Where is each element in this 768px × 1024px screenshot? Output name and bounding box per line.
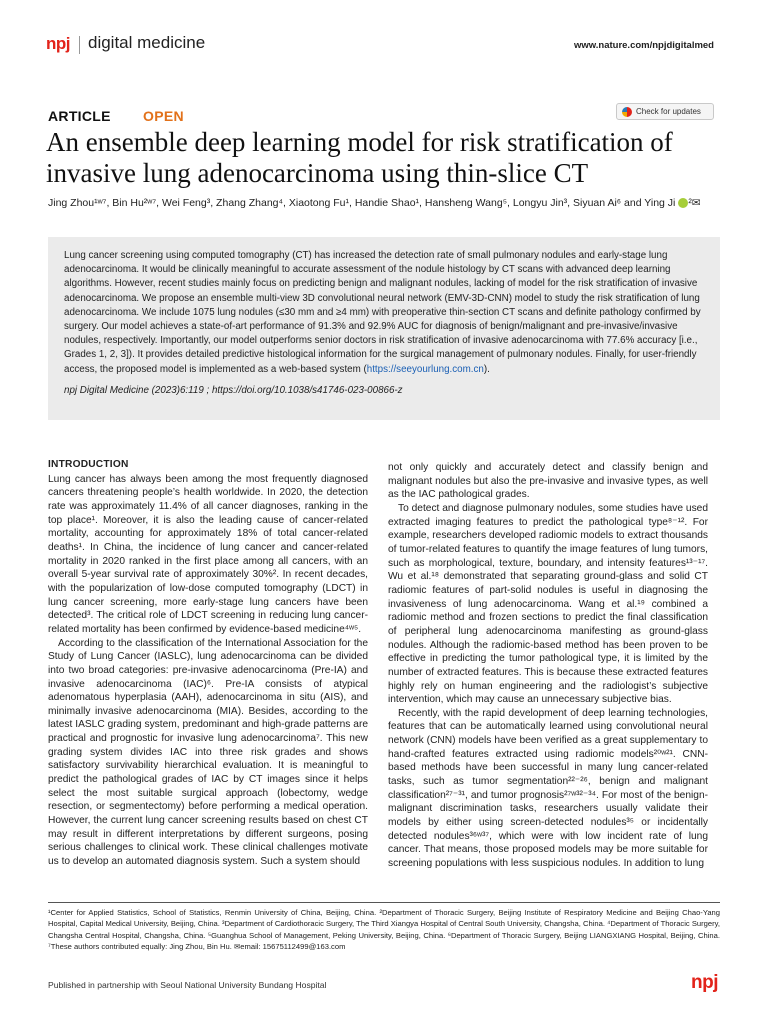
npj-logo: npj (46, 34, 70, 53)
orcid-icon[interactable] (678, 198, 688, 208)
header-divider (79, 36, 80, 54)
abstract-end: ). (483, 363, 490, 375)
npj-footer-logo: npj (691, 972, 718, 993)
crossmark-icon (622, 107, 632, 117)
journal-name: digital medicine (88, 33, 206, 52)
intro-paragraph-3: not only quickly and accurately detect and classify benign and malignant nodules but also the pre-invasive and invasive types, as well as the IAC pathological grades. (388, 462, 708, 501)
web-system-link[interactable]: https://seeyourlung.com.cn (366, 363, 484, 375)
author-list (48, 195, 720, 211)
journal-url-link[interactable]: www.nature.com/npjdigitalmed (573, 40, 714, 51)
partnership-text: Published in partnership with Seoul National University Bundang Hospital (48, 980, 327, 990)
intro-paragraph-2: According to the classification of the International Association for the Study of Lung Cancer (IASLC), lung adenocarcinoma can be divided into two broad categories: pre-invasive adenocarcinoma (Pre-IA) and invasive adenocarcinoma (IAC)⁶. Pre-IA consists of atypical adenomatous hyperplasia (AAH), adenocarcinoma in situ (AIS), and minimally invasive adenocarcinoma (MIA). Besides, according to the latest IASLC grading system, predominant and high-grade patterns are practical and prognostic for invasive lung adenocarcinoma⁷. This new grading system divides IAC into three risk grades and shows satisfactory survivability hierarchical evaluation. It is meaningful to predict the pathological grades of IAC by CT images since it helps select the most suitable surgical approach (lobectomy, wedge resection, or segmentectomy) before performing a medical operation. However, the current lung cancer screening results based on chest CT may result in different interpretations by different surgeons, posing serious challenges to clinical work. These clinical challenges motivate us to develop an automated diagnosis system. Such a system should (48, 637, 368, 868)
intro-paragraph-4: To detect and diagnose pulmonary nodules, some studies have used extracted imaging features to predict the pathological type⁸⁻¹². For example, researchers developed radiomic models to extract thousands of tumor-related features to quantify the image features of lung tumors, such as morphological, texture, boundary, and intensity features¹³⁻¹⁷. Wu et al.¹⁸ demonstrated that separating ground-glass and solid CT radiomic features of part-solid nodules is useful in diagnosing the invasiveness of lung adenocarcinoma. Wang et al.¹⁹ combined a radiomic method and frozen sections to predict the final classification of peripheral lung adenocarcinoma manifesting as ground-glass nodules. Although the radiomic-based method has been proven to be effective in predicting the tumor pathological type, it is limited by the number of extracted features. This is because these extracted features highly rely on human engineering and the radiologist’s subjective intervention, which may cause an unnecessary subjective bias. (388, 502, 708, 706)
check-for-updates-button[interactable] (616, 103, 714, 120)
article-citation[interactable]: npj Digital Medicine (2023)6:119 ; https://doi.org/10.1038/s41746-023-00866-z (64, 384, 403, 396)
open-access-label: OPEN (143, 108, 184, 124)
abstract-body: Lung cancer screening using computed tomography (CT) has increased the detection rate of small pulmonary nodules and early-stage lung adenocarcinoma. It would be clinically meaningful to accurate assessment of the nodule histology by CT scans with advanced deep learning algorithms. However, recent studies mainly focus on predicting benign and malignant nodules, lacking of model for the risk stratification of invasive adenocarcinoma. We propose an ensemble multi-view 3D convolutional neural network (EMV-3D-CNN) model to study the risk stratification of lung adenocarcinoma. We include 1075 lung nodules (≤30 mm and ≥4 mm) with preoperative thin-section CT scans and definite pathology confirmed by surgery. Our model achieves a state-of-art performance of 91.3% and 92.9% AUC for diagnosis of benign/malignant and pre-invasive/invasive nodules, respectively. Importantly, our model outperforms senior doctors in risk stratification of invasive adenocarcinoma with 77.6% accuracy [i.e., Grades 1, 2, 3]). It provides detailed predictive histological information for the surgical management of pulmonary nodules. Finally, for user-friendly access, the proposed model is implemented as a web-based system ( (64, 250, 701, 375)
right-column (388, 461, 708, 871)
introduction-heading: INTRODUCTION (48, 459, 129, 470)
article-type-label: ARTICLE (48, 108, 111, 124)
abstract-box (48, 237, 720, 420)
author-names[interactable]: Jing Zhou¹ʷ⁷, Bin Hu²ʷ⁷, Wei Feng³, Zhang Zhang⁴, Xiaotong Fu¹, Handie Shao¹, Hansheng Wang⁵, Longyu Jin³, Siyuan Ai⁶ and Ying Ji (48, 197, 676, 209)
affiliation-footnotes: ¹Center for Applied Statistics, School of Statistics, Renmin University of China, Beijing, China. ²Department of Thoracic Surgery, Beijing Institute of Respiratory Medicine and Beijing Chao-Yang Hospital, Capital Medical University, Beijing, China. ³Department of Cardiothoracic Surgery, The Third Xiangya Hospital of Central South University, Changsha, China. ⁴Department of Thoracic Surgery, Changsha Central Hospital, Changsha, China. ⁵Guanghua School of Management, Peking University, Beijing, China. ⁶Department of Thoracic Surgery, Beijing LIANGXIANG Hospital, Beijing, China. ⁷These authors contributed equally: Jing Zhou, Bin Hu. ✉email: 15675112499@163.com (48, 902, 720, 953)
check-updates-label: Check for updates (636, 107, 701, 116)
abstract-text (64, 249, 704, 377)
author-tail-marks: ²✉ (688, 197, 701, 209)
intro-paragraph-5: Recently, with the rapid development of deep learning technologies, features that can be automatically learned using convolutional neural network (CNN) models have been verified as a great supplementary to hand-crafted features extracted using radiomic models²⁰ʷ²¹. CNN-based methods have been successful in many lung cancer-related tasks, such as tumor segmentation²²⁻²⁶, benign and malignant classification²⁷⁻³¹, and tumor prognosis²⁷ʷ³²⁻³⁴. For most of the benign-malignant discrimination tasks, researchers usually validate their models by either using screen-detected nodules³⁵ or incidentally detected nodules³⁶ʷ³⁷, which were with low incident rate of lung cancer. That means, those proposed models may be more suitable for screening populations with less suspicious nodules. In addition to lung (388, 707, 708, 870)
left-column (48, 458, 368, 869)
article-title: An ensemble deep learning model for risk stratification of invasive lung adenocarcinoma using thin-slice CT (46, 127, 673, 188)
intro-paragraph-1: Lung cancer has always been among the most frequently diagnosed cancers threatening people’s health worldwide. In 2020, the detection rate was approximately 11.4% of all cancer diagnoses, ranking in the top place¹. Moreover, it is also the leading cause of cancer-related mortality, accounting for approximately 18% of total cancer-related deaths¹. In China, the incidence of lung cancer and cancer-related mortality in 2020 ranked in the first place among all cancers, with an overall 5-year survival rate of approximately 30%². In recent decades, with the popularization of low-dose computed tomography (LDCT) in lung cancer screening, more early-stage lung cancers have been detected³. The critical role of LDCT screening in reducing lung cancer-related mortality has been confirmed by evidence-based medicine⁴ʷ⁵. (48, 473, 368, 635)
